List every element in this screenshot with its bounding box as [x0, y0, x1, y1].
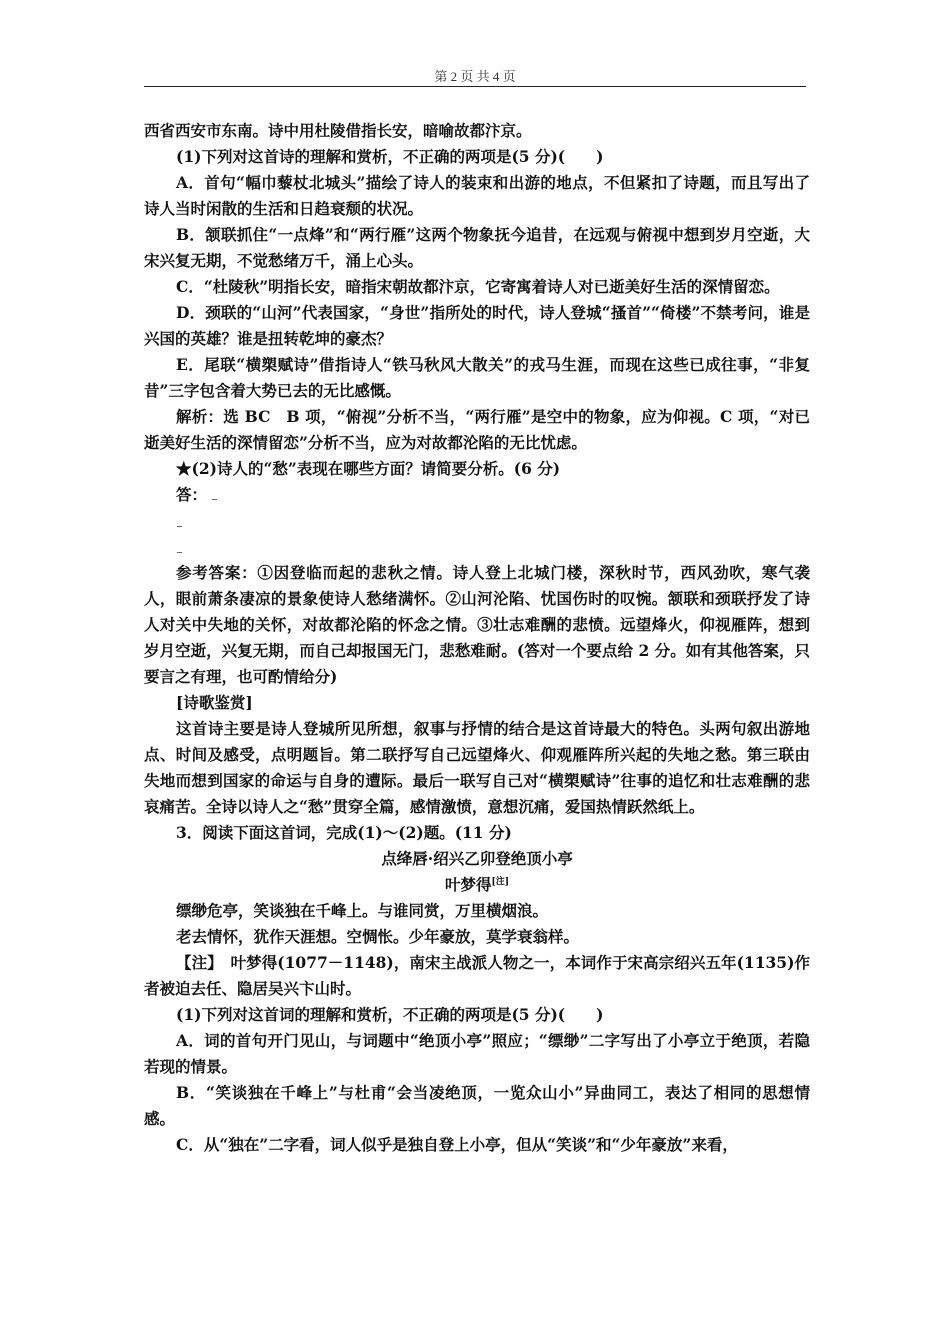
page-header: 第 2 页 共 4 页 [434, 69, 516, 84]
paragraph-note-continuation: 西省西安市东南。诗中用杜陵借指长安，暗喻故都汴京。 [144, 121, 532, 140]
poem-appreciation: 这首诗主要是诗人登城所见所想，叙事与抒情的结合是这首诗最大的特色。头两句叙出游地点、时间及感受，点明题旨。第二联抒写自己远望烽火、仰观雁阵所兴起的失地之愁。第三联由失地而想到国家的命运与自身的遭际。最后一联写自己对“横槊赋诗”往事的追忆和壮志难酬的悲哀痛苦。全诗以诗人之“愁”贯穿全篇，感情激愤，意想沉痛，爱国热情跃然纸上。 [144, 719, 810, 816]
ci-author: 叶梦得[注] [444, 875, 510, 894]
section-heading-poem-appreciation: [诗歌鉴赏] [176, 693, 253, 712]
question-2-stem: ★(2)诗人的“愁”表现在哪些方面？请简要分析。(6 分) [176, 459, 561, 478]
option-a: A．首句“幅巾藜杖北城头”描绘了诗人的装束和出游的地点，不但紧扣了诗题，而且写出了诗人当时闲散的生活和日趋衰颓的状况。 [144, 173, 810, 218]
analysis: 解析：选 BC B 项，“俯视”分析不当，“两行雁”是空中的物象，应为仰视。C 项，“对已逝美好生活的深情留恋”分析不当，应为对故都沦陷的无比忧虑。 [144, 407, 810, 452]
answer-label: 答： [144, 482, 810, 508]
option-c: C．“杜陵秋”明指长安，暗指宋朝故都汴京，它寄寓着诗人对已逝美好生活的深情留恋。 [176, 277, 780, 296]
answer-blank-line [144, 534, 810, 560]
ci-line-2: 老去情怀，犹作天涯想。空惆怅。少年豪放，莫学衰翁样。 [176, 927, 580, 946]
document-body [144, 118, 810, 1158]
option-a: A．词的首句开门见山，与词题中“绝顶小亭”照应；“缥缈”二字写出了小亭立于绝顶，若隐若现的情景。 [144, 1031, 810, 1076]
option-e: E．尾联“横槊赋诗”借指诗人“铁马秋风大散关”的戎马生涯，而现在这些已成往事，“非复昔”三字包含着大势已去的无比感慨。 [144, 355, 810, 400]
ci-line-1: 缥缈危亭，笑谈独在千峰上。与谁同赏，万里横烟浪。 [176, 901, 549, 920]
header-divider [144, 86, 806, 87]
option-c: C．从“独在”二字看，词人似乎是独自登上小亭，但从“笑谈”和“少年豪放”来看， [176, 1135, 738, 1154]
answer-blank-mark [212, 485, 217, 500]
reference-answer: 参考答案：①因登临而起的悲秋之情。诗人登上北城门楼，深秋时节，西风劲吹，寒气袭人，眼前萧条凄凉的景象使诗人愁绪满怀。②山河沦陷、忧国伤时的叹惋。颔联和颈联抒发了诗人对关中失地的关怀，对故都沦陷的怀念之情。③壮志难酬的悲愤。远望烽火，仰视雁阵，想到岁月空逝，兴复无期，而自己却报国无门，悲愁难耐。(答对一个要点给 2 分。如有其他答案，只要言之有理，也可酌情给分) [144, 563, 810, 686]
answer-blank-line [144, 508, 810, 534]
question-3-1-stem: (1)下列对这首词的理解和赏析，不正确的两项是(5 分)( ) [176, 1005, 604, 1024]
footnote-marker: [注] [491, 876, 510, 887]
question-3-stem: 3．阅读下面这首词，完成(1)～(2)题。(11 分) [176, 823, 512, 842]
option-d: D．颈联的“山河”代表国家，“身世”指所处的时代，诗人登城“搔首”“倚楼”不禁考问，谁是兴国的英雄？谁是扭转乾坤的豪杰？ [144, 303, 810, 348]
option-b: B．“笑谈独在千峰上”与杜甫“会当凌绝顶，一览众山小”异曲同工，表达了相同的思想情感。 [144, 1083, 810, 1128]
option-b: B．颔联抓住“一点烽”和“两行雁”这两个物象抚今追昔，在远观与俯视中想到岁月空逝，大宋兴复无期，不觉愁绪万千，涌上心头。 [144, 225, 810, 270]
ci-footnote: 【注】 叶梦得(1077－1148)，南宋主战派人物之一，本词作于宋高宗绍兴五年(1135)作者被迫去任、隐居吴兴卞山时。 [144, 953, 810, 998]
ci-title: 点绛唇·绍兴乙卯登绝顶小亭 [381, 849, 573, 868]
question-1-stem: (1)下列对这首诗的理解和赏析，不正确的两项是(5 分)( ) [176, 147, 604, 166]
